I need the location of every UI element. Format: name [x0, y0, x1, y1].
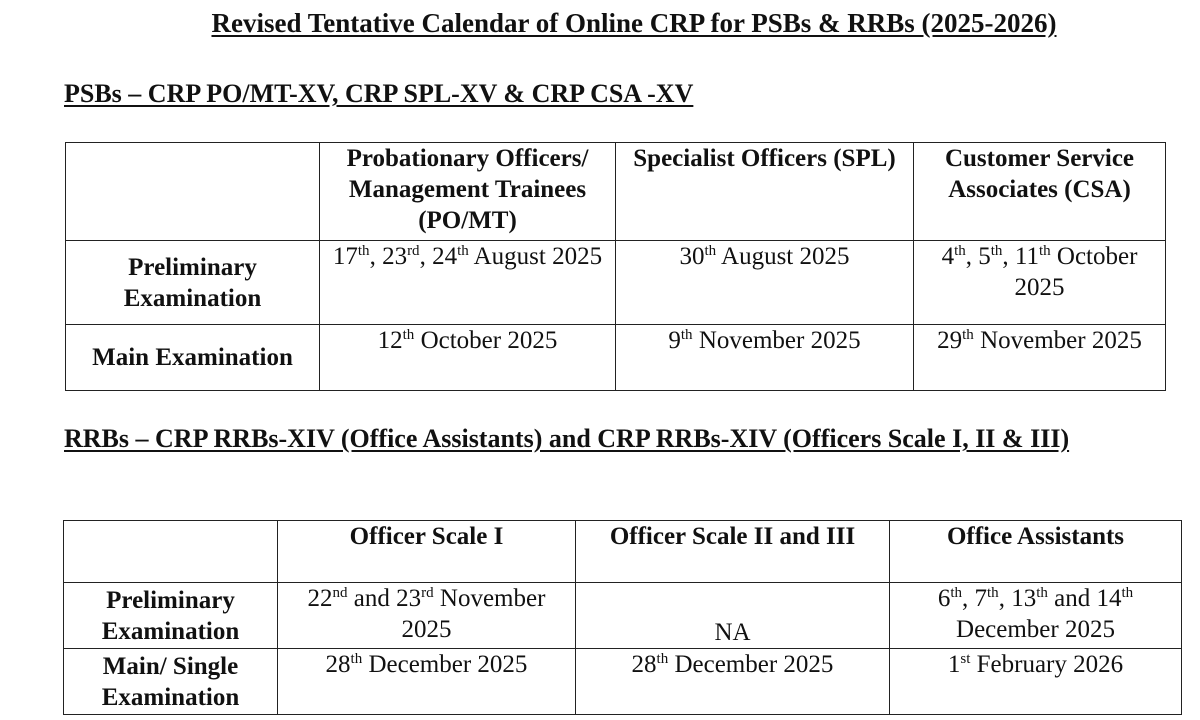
column-header-officer-scale-1: Officer Scale I — [278, 521, 576, 583]
ordinal-suffix: th — [1121, 585, 1134, 601]
date-cell: 22nd and 23rd November 2025 — [278, 583, 576, 649]
ordinal-suffix: th — [357, 243, 370, 259]
table-row — [64, 583, 1182, 649]
row-label-preliminary: Preliminary Examination — [64, 583, 278, 649]
date-cell: 30th August 2025 — [616, 241, 914, 325]
date-cell: 4th, 5th, 11th October 2025 — [914, 241, 1166, 325]
date-cell: 6th, 7th, 13th and 14th December 2025 — [890, 583, 1182, 649]
ordinal-suffix: th — [704, 243, 717, 259]
date-cell: NA — [576, 583, 890, 649]
ordinal-suffix: th — [680, 327, 693, 343]
date-cell: 28th December 2025 — [576, 649, 890, 715]
ordinal-suffix: th — [987, 585, 999, 601]
ordinal-suffix: st — [960, 651, 971, 667]
psb-section-heading: PSBs – CRP PO/MT-XV, CRP SPL-XV & CRP CSA -XV — [64, 79, 694, 108]
ordinal-suffix: th — [1036, 585, 1048, 601]
table-header-row — [64, 521, 1182, 583]
ordinal-suffix: nd — [332, 585, 348, 601]
date-cell: 9th November 2025 — [616, 325, 914, 391]
rrb-calendar-table — [63, 520, 1182, 715]
column-header-po-mt: Probationary Officers/ Management Trainees (PO/MT) — [320, 143, 616, 241]
psb-calendar-table — [65, 142, 1166, 391]
date-cell: 28th December 2025 — [278, 649, 576, 715]
date-cell: 1st February 2026 — [890, 649, 1182, 715]
table-row — [64, 649, 1182, 715]
rrb-section-heading: RRBs – CRP RRBs-XIV (Office Assistants) and CRP RRBs-XIV (Officers Scale I, II & III) — [64, 424, 1070, 453]
ordinal-suffix: rd — [421, 585, 434, 601]
row-label-main: Main Examination — [66, 325, 320, 391]
date-cell: 12th October 2025 — [320, 325, 616, 391]
ordinal-suffix: th — [1038, 243, 1051, 259]
page-title: Revised Tentative Calendar of Online CRP for PSBs & RRBs (2025-2026) — [211, 8, 1057, 38]
row-label-main-single: Main/ Single Examination — [64, 649, 278, 715]
table-row — [66, 325, 1166, 391]
ordinal-suffix: th — [350, 651, 363, 667]
date-cell: 29th November 2025 — [914, 325, 1166, 391]
date-cell: 17th, 23rd, 24th August 2025 — [320, 241, 616, 325]
empty-corner-cell — [66, 143, 320, 241]
ordinal-suffix: th — [954, 243, 966, 259]
column-header-spl: Specialist Officers (SPL) — [616, 143, 914, 241]
ordinal-suffix: th — [656, 651, 669, 667]
ordinal-suffix: th — [950, 585, 963, 601]
ordinal-suffix: th — [962, 327, 974, 343]
row-label-preliminary: Preliminary Examination — [66, 241, 320, 325]
ordinal-suffix: rd — [407, 243, 420, 259]
ordinal-suffix: th — [457, 243, 469, 259]
table-header-row — [66, 143, 1166, 241]
empty-corner-cell — [64, 521, 278, 583]
ordinal-suffix: th — [402, 327, 415, 343]
table-row — [66, 241, 1166, 325]
column-header-officer-scale-2-3: Officer Scale II and III — [576, 521, 890, 583]
ordinal-suffix: th — [990, 243, 1003, 259]
column-header-office-assistants: Office Assistants — [890, 521, 1182, 583]
column-header-csa: Customer Service Associates (CSA) — [914, 143, 1166, 241]
